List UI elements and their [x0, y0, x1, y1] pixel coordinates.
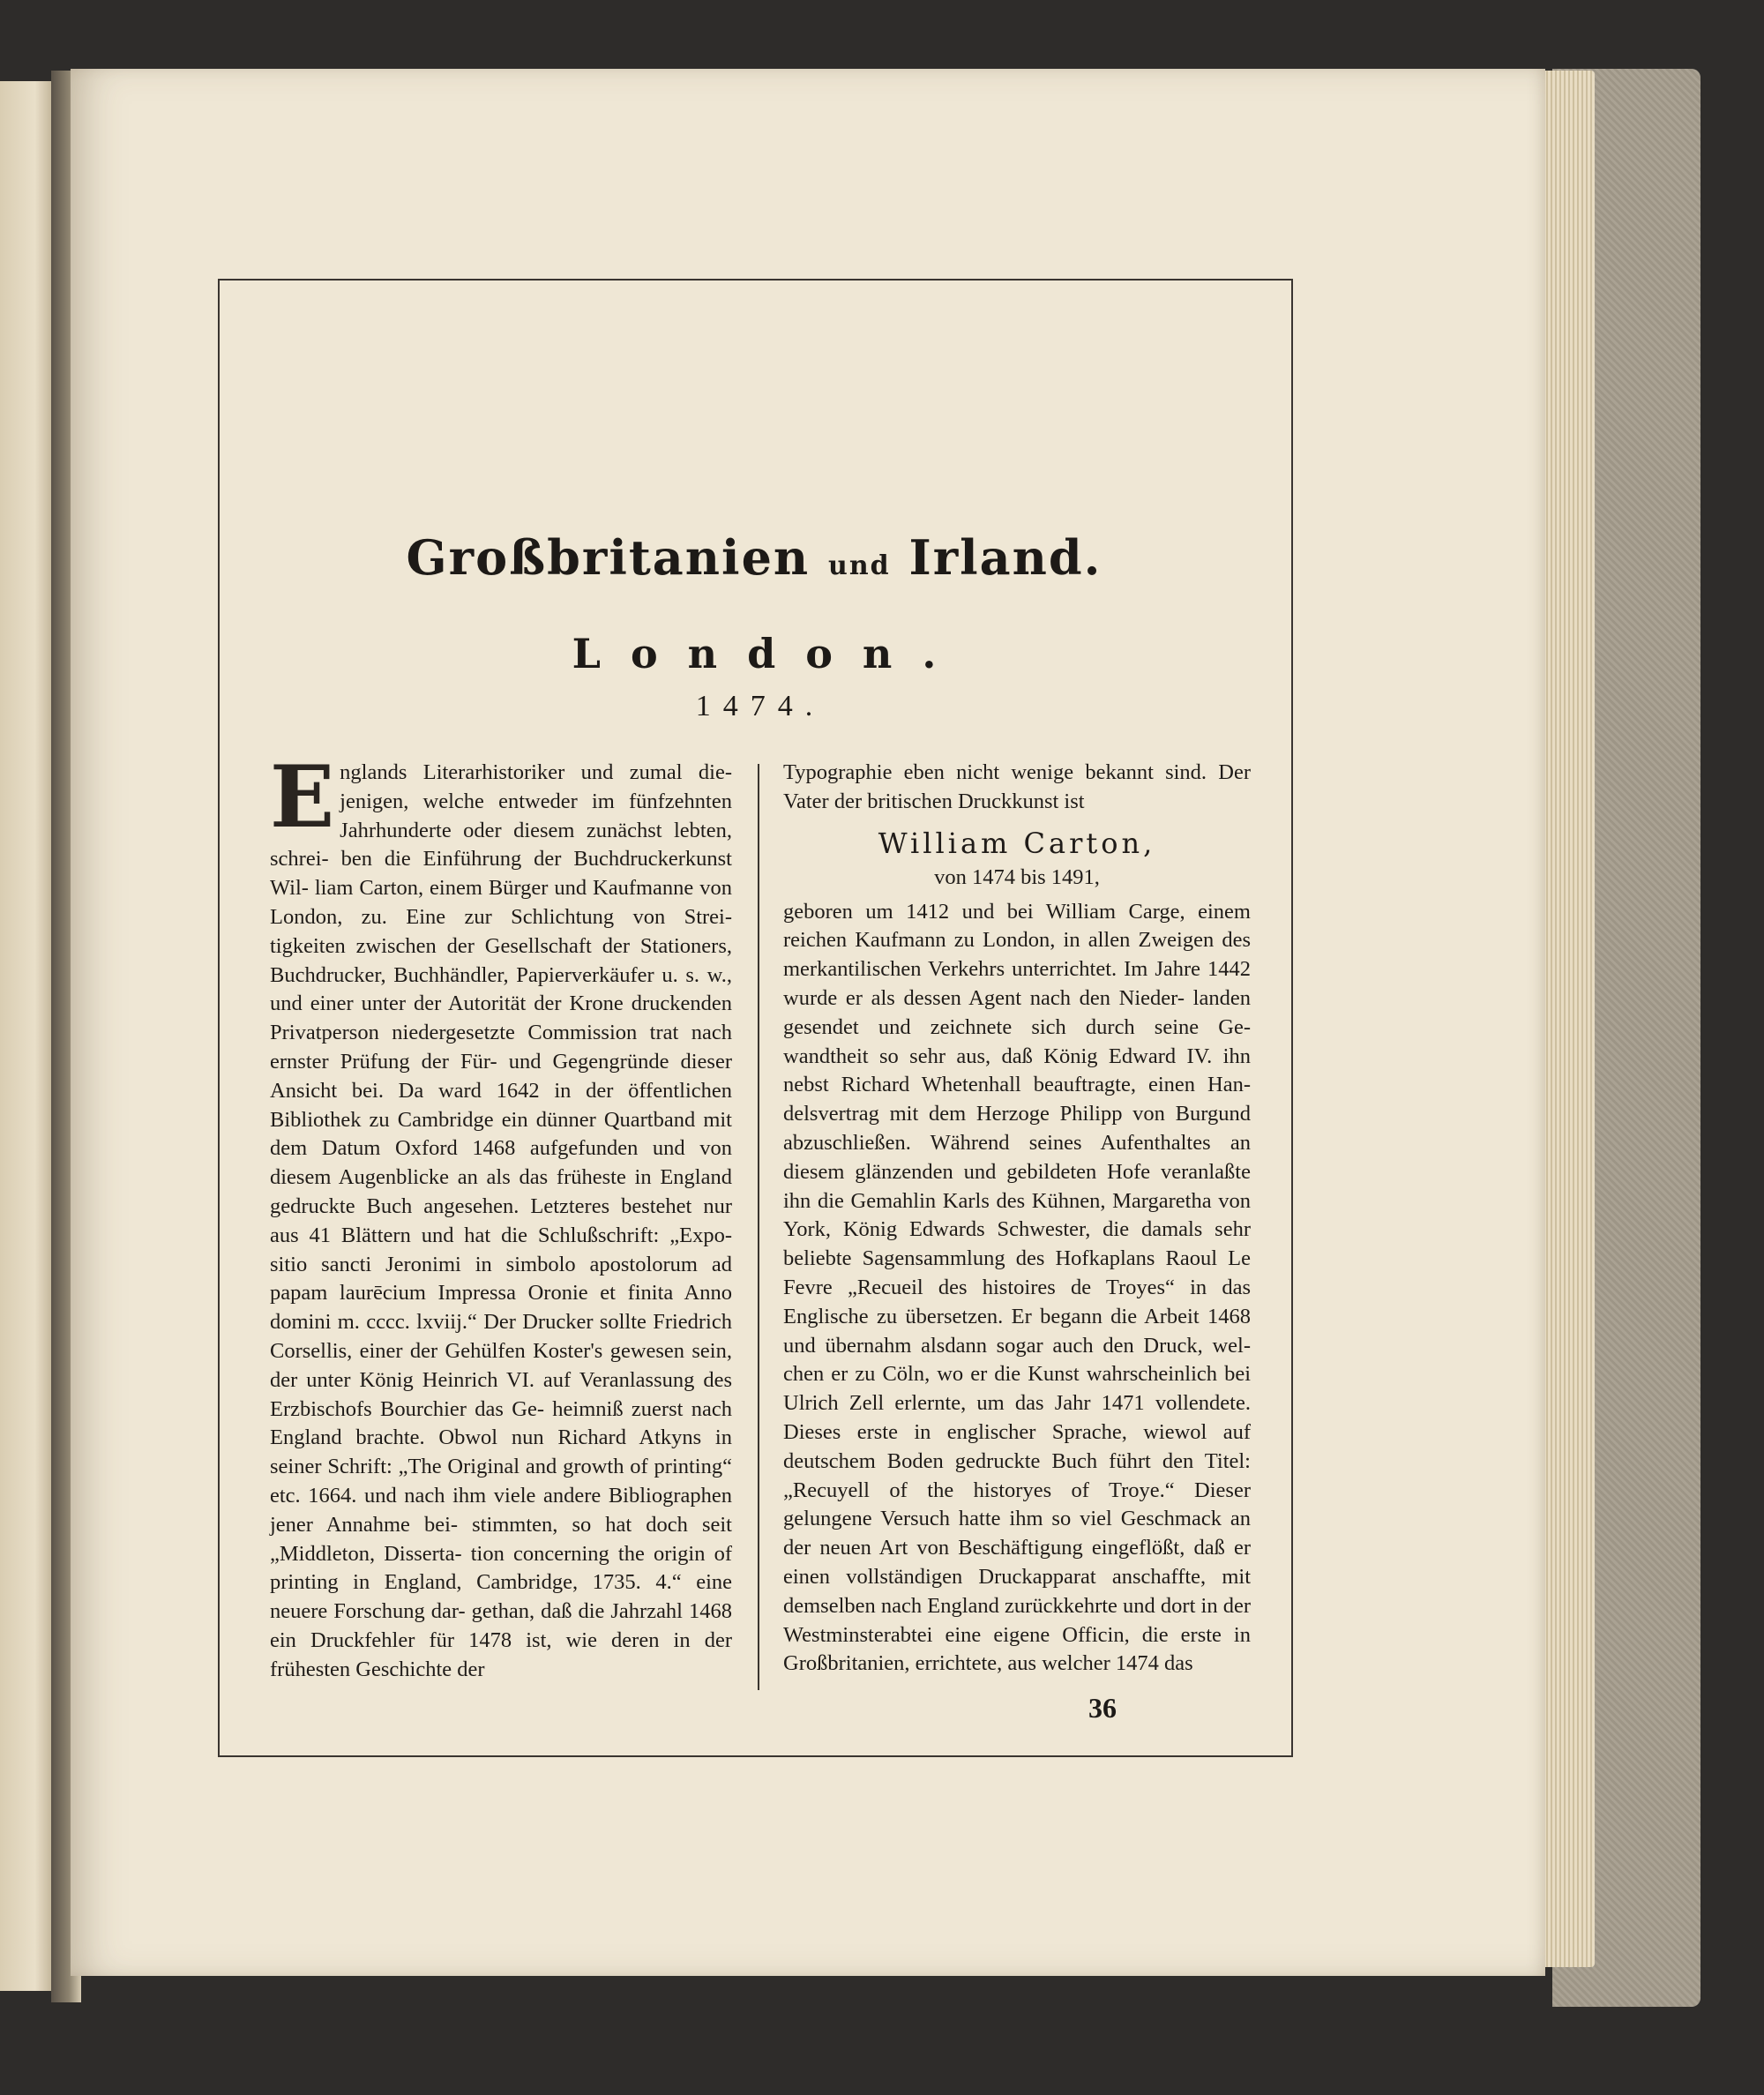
city-heading: London.: [572, 630, 967, 677]
title-part-2: Irland.: [908, 529, 1102, 586]
right-column: [783, 759, 1251, 1679]
left-column: [270, 747, 732, 1685]
left-paragraph: [270, 747, 732, 1685]
year-heading: 1474.: [695, 690, 826, 722]
name-heading: William Carton,: [878, 826, 1156, 860]
left-paragraph-text: nglands Literarhistoriker und zumal die- jenigen, welche entweder im fünfzehnten Jahrhunderte oder diesem zunächst lebten, schrei- ben die Einführung der Buchdruckerkunst Wil- liam Carton, einem Bürger und Kaufmanne von London, zu. Eine zur Schlichtung von Strei- tigkeiten zwischen der Gesellschaft der Stationers, Buchdrucker, Buchhändler, Papierverkäufer u. s. w., und einer unter der Autorität der Krone druckenden Privatperson niedergesetzte Commission trat nach ernster Prüfung der Für- und Gegengründe dieser Ansicht bei. Da ward 1642 in der öffentlichen Bibliothek zu Cambridge ein dünner Quartband mit dem Datum Oxford 1468 aufgefunden und von diesem Augenblicke an als das früheste in England gedruckte Buch angesehen. Letzteres bestehet nur aus 41 Blättern und hat die Schlußschrift: „Expo- sitio sancti Jeronimi in simbolo apostolorum ad papam laurēcium Impressa Oronie et finita Anno domini m. cccc. lxviij.“ Der Drucker sollte Friedrich Corsellis, einer der Gehülfen Koster's gewesen sein, der unter König Heinrich VI. auf Veranlassung des Erzbischofs Bourchier das Ge- heimniß zuerst nach England brachte. Obwol nun Richard Atkyns in seiner Schrift: „The Original and growth of printing“ etc. 1664. und nach ihm viele andere Bibliographen jener Annahme bei- stimmten, so hat doch seit „Middleton, Disserta- tion concerning the origin of printing in England, Cambridge, 1735. 4.“ eine neuere Forschung dar- gethan, daß die Jahrzahl 1468 ein Druckfehler für 1478 ist, wie deren in der frühesten Geschichte der: [270, 760, 732, 1681]
right-paragraph-1: Typographie eben nicht wenige bekannt sind. Der Vater der britischen Druckkunst ist: [783, 760, 1251, 813]
drop-cap: E: [270, 747, 335, 847]
title-connector: und: [828, 550, 891, 581]
name-subheading: von 1474 bis 1491,: [934, 864, 1100, 889]
page-number: 36: [1088, 1692, 1117, 1724]
right-paragraph-2: geboren um 1412 und bei William Carge, einem reichen Kaufmann zu London, in allen Zweigen des merkantilischen Verkehrs unterrichtet. Im Jahre 1442 wurde er als dessen Agent nach den Nieder- landen gesendet und zeichnete sich durch seine Ge- wandtheit so sehr aus, daß König Edward IV. ihn nebst Richard Whetenhall beauftragte, einen Han- delsvertrag mit dem Herzoge Philipp von Burgund abzuschließen. Während seines Aufenthaltes an diesem glänzenden und gebildeten Hofe veranlaßte ihn die Gemahlin Karls des Kühnen, Margaretha von York, König Edwards Schwester, die damals sehr beliebte Sagensammlung des Hofkaplans Raoul Le Fevre „Recueil des histoires de Troyes“ in das Englische zu übersetzen. Er begann die Arbeit 1468 und übernahm alsdann sogar auch den Druck, wel- chen er zu Cöln, wo er die Kunst wahrscheinlich bei Ulrich Zell erlernte, um das Jahr 1471 vollendete. Dieses erste in englischer Sprache, wiewol auf deutschem Boden gedruckte Buch führt den Titel: „Recuyell of the historyes of Troye.“ Dieser gelungene Versuch hatte ihm so viel Geschmack an der neuen Art von Beschäftigung eingeflößt, daß er einen vollständigen Druckapparat anschaffte, mit demselben nach England zurückkehrte und dort in der Westminsterabtei eine eigene Officin, die erste in Großbritanien, errichtete, aus welcher 1474 das: [783, 899, 1251, 1676]
title-part-1: Großbritanien: [406, 529, 811, 586]
column-divider: [758, 764, 759, 1690]
page-title: [220, 529, 1288, 586]
